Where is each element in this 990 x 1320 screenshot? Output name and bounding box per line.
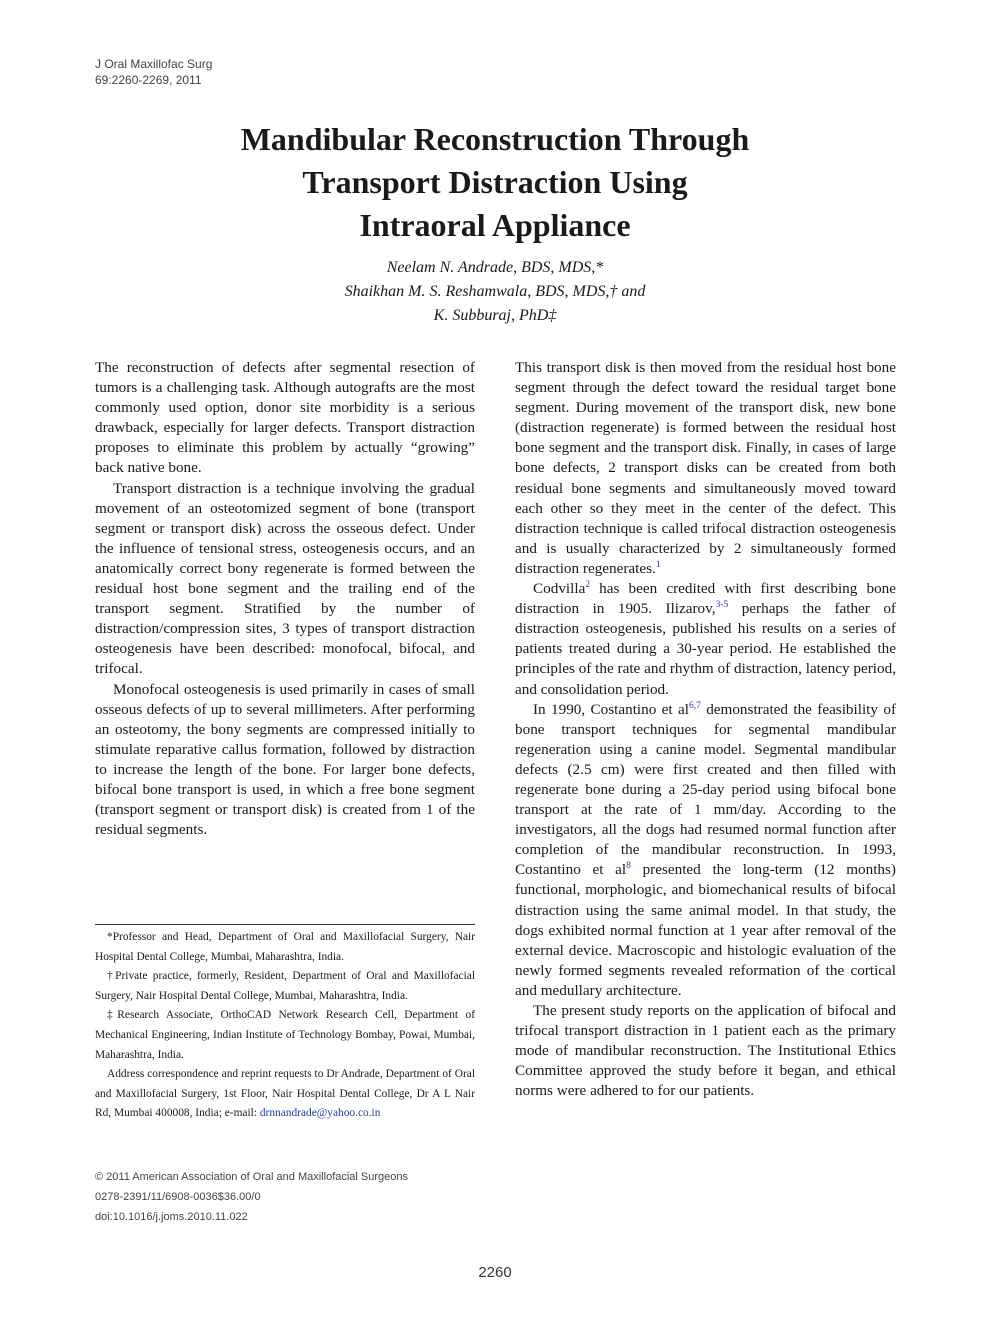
paragraph [515, 579, 896, 700]
paragraph: The present study reports on the application of bifocal and trifocal transport distraction in 1 patient each as the primary mode of mandibular reconstruction. The Institutional Ethics Committee approved the study before it began, and ethical norms were adhered to for our patients. [515, 1002, 896, 1100]
citation-ref[interactable]: 6,7 [688, 700, 701, 711]
email-link[interactable]: drnnandrade@yahoo.co.in [259, 1107, 381, 1120]
journal-volume: 69:2260-2269, 2011 [95, 73, 202, 87]
author-list [95, 256, 895, 328]
paragraph-text: demonstrated the feasibility of bone transport techniques for segmental mandibular regeneration using a canine model. Segmental mandibular defects (2.5 cm) were first created and then filled with regenerate bone during a 25-day period using bifocal bone transport at the rate of 1 mm/day. According to the investigators, all the dogs had resumed normal function after completion of the mandibular reconstruction. In 1993, Costantino et al [515, 700, 897, 879]
copyright-block [95, 1167, 408, 1227]
paragraph: The reconstruction of defects after segmental resection of tumors is a challenging task. Although autografts are the most commonly used option, donor site morbidity is a serious drawback, especially for larger defects. Transport distraction proposes to eliminate this problem by actually “growing” back native bone. [95, 359, 475, 477]
footnote-affiliation-3: ‡Research Associate, OrthoCAD Network Research Cell, Department of Mechanical Engineering, Indian Institute of Technology Bombay, Powai, Mumbai, Maharashtra, India. [95, 1009, 475, 1061]
citation-ref[interactable]: 1 [655, 559, 661, 570]
footnote-affiliation-2: †Private practice, formerly, Resident, Department of Oral and Maxillofacial Surgery, Nair Hospital Dental College, Mumbai, Maharashtra, India. [95, 970, 475, 1002]
paragraph: Monofocal osteogenesis is used primarily in cases of small osseous defects of up to several millimeters. After performing an osteotomy, the bony segments are compressed initially to stimulate reparative callus formation, followed by distraction to increase the length of the bone. For larger bone defects, bifocal bone transport is used, in which a free bone segment (transport segment or transport disk) is created from 1 of the residual segments. [95, 680, 475, 839]
citation-ref[interactable]: 8 [626, 861, 631, 872]
author-line-1: Neelam N. Andrade, BDS, MDS,* [386, 259, 604, 276]
paragraph-text: perhaps the father of distraction osteogenesis, published his results on a series of patients treated during a 30-year period. He established the principles of the rate and rhythm of distraction, latency period, and consolidation period. [515, 600, 896, 698]
paragraph-text: This transport disk is then moved from the residual host bone segment through the defect toward the residual target bone segment. During movement of the transport disk, new bone (distraction regenerate) is formed between the residual host bone segment and the transport disk. Finally, in cases of large bone defects, 2 transport disks can be created from both residual bone segments and simultaneously moved toward each other so they meet in the center of the defect. This distraction technique is called trifocal distraction osteogenesis and is usually characterized by 2 simultaneously formed distraction regenerates. [515, 359, 896, 577]
title-line-2: Transport Distraction Using [302, 164, 688, 200]
paragraph-text: In 1990, Costantino et al [533, 700, 689, 718]
journal-name: J Oral Maxillofac Surg [95, 57, 213, 71]
paragraph-text: presented the long-term (12 months) functional, morphologic, and biomechanical results of bifocal distraction using the same animal model. In that study, the dogs exhibited normal function at 1 year after removal of the external device. Macroscopic and histologic evaluation of the newly formed segments revealed reformation of the cortical and medullary architecture. [515, 861, 896, 999]
title-line-1: Mandibular Reconstruction Through [240, 121, 750, 157]
title-line-3: Intraoral Appliance [359, 207, 631, 243]
issn-line: 0278-2391/11/6908-0036$36.00/0 [95, 1191, 261, 1203]
citation-ref[interactable]: 2 [585, 580, 591, 591]
correspondence-text: Address correspondence and reprint requests to Dr Andrade, Department of Oral and Maxillofacial Surgery, 1st Floor, Nair Hospital Dental College, Dr A L Nair Rd, Mumbai 400008, India; e-mail: [95, 1068, 475, 1120]
footnote-correspondence [95, 1065, 475, 1124]
journal-citation [95, 56, 212, 88]
article-title [95, 118, 895, 247]
paragraph-text: Codvilla [533, 580, 586, 598]
footnotes [95, 928, 475, 1124]
left-column [95, 358, 475, 840]
footnote-divider [95, 924, 475, 925]
author-line-2: Shaikhan M. S. Reshamwala, BDS, MDS,† and [344, 283, 646, 300]
doi-line: doi:10.1016/j.joms.2010.11.022 [95, 1211, 248, 1223]
author-line-3: K. Subburaj, PhD‡ [433, 307, 557, 324]
page-number: 2260 [478, 1264, 512, 1281]
copyright-line: © 2011 American Association of Oral and Maxillofacial Surgeons [95, 1171, 409, 1183]
paragraph-text: has been credited with first describing bone distraction in 1905. Ilizarov, [515, 580, 896, 618]
right-column [515, 358, 896, 1101]
paragraph [515, 358, 896, 579]
citation-ref[interactable]: 3-5 [715, 600, 729, 611]
paragraph: Transport distraction is a technique involving the gradual movement of an osteotomized segment of bone (transport segment or transport disk) across the osseous defect. Under the influence of tensional stress, osteogenesis occurs, and an anatomically correct bony regenerate is formed between the residual host bone segment and the trailing end of the transport segment. Stratified by the number of distraction/compression sites, 3 types of transport distraction osteogenesis have been described: monofocal, bifocal, and trifocal. [95, 479, 475, 678]
footnote-affiliation-1: *Professor and Head, Department of Oral and Maxillofacial Surgery, Nair Hospital Dental College, Mumbai, Maharashtra, India. [95, 931, 475, 963]
paragraph [515, 700, 896, 1001]
